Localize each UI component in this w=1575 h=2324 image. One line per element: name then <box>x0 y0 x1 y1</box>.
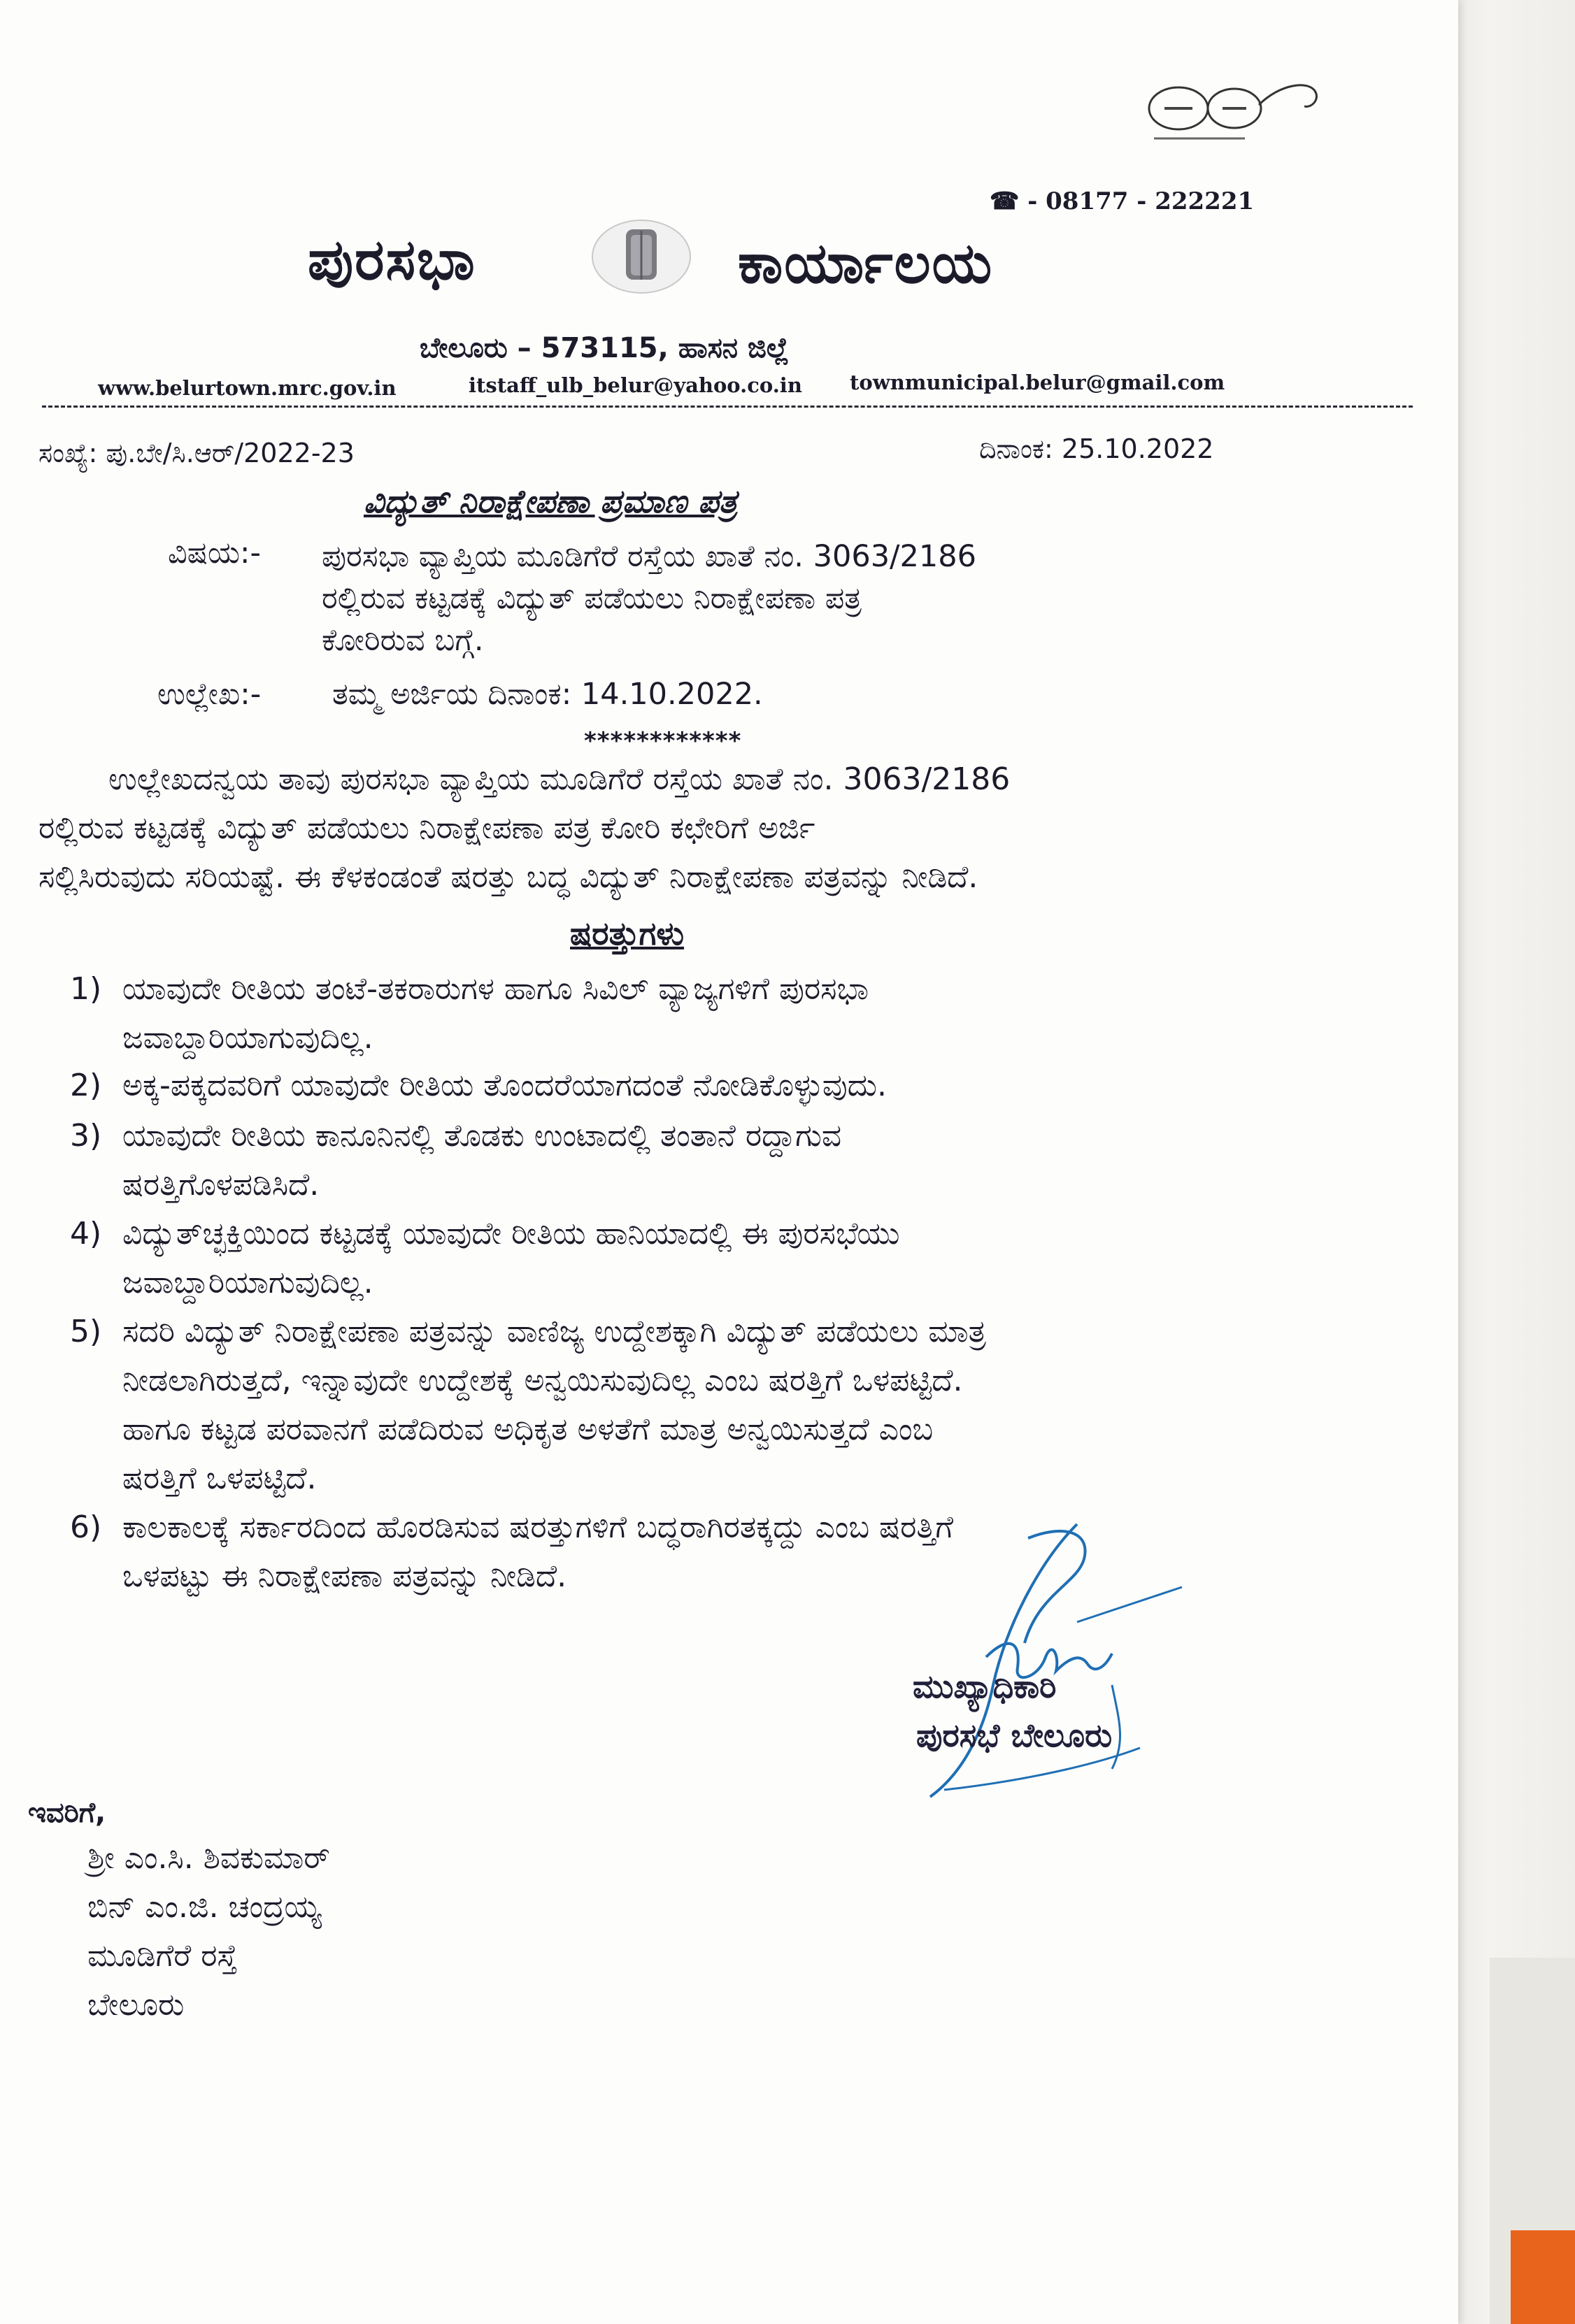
body-line: ಉಲ್ಲೇಖದನ್ವಯ ತಾವು ಪುರಸಭಾ ವ್ಯಾಪ್ತಿಯ ಮೂಡಿಗೆರೆ ರಸ್ತೆಯ ಖಾತೆ ನಂ. 3063/2186 <box>108 761 1011 797</box>
condition-number: 1) <box>70 971 102 1007</box>
office-address: ಬೇಲೂರು – 573115, ಹಾಸನ ಜಿಲ್ಲೆ <box>420 332 790 364</box>
signatory-office: ಪುರಸಭೆ ಬೇಲೂರು <box>916 1716 1113 1754</box>
condition-line: ಜವಾಬ್ದಾರಿಯಾಗುವುದಿಲ್ಲ. <box>122 1020 373 1056</box>
letterhead-title-right: ಕಾರ್ಯಾಲಯ <box>738 231 994 296</box>
email-link-1[interactable]: itstaff_ulb_belur@yahoo.co.in <box>469 373 802 397</box>
reference-text: ತಮ್ಮ ಅರ್ಜಿಯ ದಿನಾಂಕ: 14.10.2022. <box>332 677 763 712</box>
subject-line: ಕೋರಿರುವ ಬಗ್ಗೆ. <box>322 623 484 658</box>
condition-line: ಜವಾಬ್ದಾರಿಯಾಗುವುದಿಲ್ಲ. <box>122 1265 373 1300</box>
letterhead-divider <box>42 406 1413 408</box>
email-link-2[interactable]: townmunicipal.belur@gmail.com <box>850 371 1225 394</box>
letterhead-title-left: ಪುರಸಭಾ <box>308 227 476 292</box>
certificate-heading: ವಿದ್ಯುತ್ ನಿರಾಕ್ಷೇಪಣಾ ಪ್ರಮಾಣ ಪತ್ರ <box>364 482 738 520</box>
addressee-label: ಇವರಿಗೆ, <box>28 1797 106 1829</box>
phone-number: ☎ - 08177 - 222221 <box>990 187 1255 215</box>
addressee-line: ಶ್ರೀ ಎಂ.ಸಿ. ಶಿವಕುಮಾರ್ <box>87 1840 330 1876</box>
subject-label: ವಿಷಯ:- <box>168 536 262 571</box>
condition-line: ಷರತ್ತಿಗೆ ಒಳಪಟ್ಟಿದೆ. <box>122 1461 317 1496</box>
condition-line: ಒಳಪಟ್ಟು ಈ ನಿರಾಕ್ಷೇಪಣಾ ಪತ್ರವನ್ನು ನೀಡಿದೆ. <box>122 1558 567 1594</box>
condition-line: ಕಾಲಕಾಲಕ್ಕೆ ಸರ್ಕಾರದಿಂದ ಹೊರಡಿಸುವ ಷರತ್ತುಗಳಿಗೆ ಬದ್ಧರಾಗಿರತಕ್ಕದ್ದು ಎಂಬ ಷರತ್ತಿಗೆ <box>122 1509 953 1545</box>
condition-line: ಯಾವುದೇ ರೀತಿಯ ತಂಟೆ-ತಕರಾರುಗಳ ಹಾಗೂ ಸಿವಿಲ್ ವ್ಯಾಜ್ಯಗಳಿಗೆ ಪುರಸಭಾ <box>122 971 869 1007</box>
condition-number: 5) <box>70 1314 102 1349</box>
government-logo-icon <box>1140 77 1322 147</box>
conditions-heading: ಷರತ್ತುಗಳು <box>570 914 685 952</box>
addressee-line: ಮೂಡಿಗೆರೆ ರಸ್ತೆ <box>87 1938 238 1974</box>
condition-line: ಹಾಗೂ ಕಟ್ಟಡ ಪರವಾನಗೆ ಪಡೆದಿರುವ ಅಧಿಕೃತ ಅಳತೆಗೆ ಮಾತ್ರ ಅನ್ವಯಿಸುತ್ತದೆ ಎಂಬ <box>122 1412 934 1447</box>
orange-folder-corner <box>1511 2230 1575 2324</box>
subject-line: ಪುರಸಭಾ ವ್ಯಾಪ್ತಿಯ ಮೂಡಿಗೆರೆ ರಸ್ತೆಯ ಖಾತೆ ನಂ. 3063/2186 <box>322 539 976 574</box>
condition-line: ಯಾವುದೇ ರೀತಿಯ ಕಾನೂನಿನಲ್ಲಿ ತೊಡಕು ಉಂಟಾದಲ್ಲಿ ತಂತಾನೆ ರದ್ದಾಗುವ <box>122 1118 842 1154</box>
emblem-icon <box>587 217 696 297</box>
signatory-title: ಮುಖ್ಯಾಧಿಕಾರಿ <box>913 1667 1057 1705</box>
subject-text <box>322 536 1133 661</box>
condition-line: ಷರತ್ತಿಗೊಳಪಡಿಸಿದೆ. <box>122 1167 320 1203</box>
condition-number: 3) <box>70 1118 102 1154</box>
website-link[interactable]: www.belurtown.mrc.gov.in <box>98 376 397 400</box>
separator-stars: ************ <box>584 727 742 755</box>
reference-number: ಸಂಖ್ಯೆ: ಪು.ಬೇ/ಸಿ.ಆರ್/2022-23 <box>38 438 355 468</box>
condition-line: ವಿದ್ಯುತ್‌ಚ್ಛಕ್ತಿಯಿಂದ ಕಟ್ಟಡಕ್ಕೆ ಯಾವುದೇ ರೀತಿಯ ಹಾನಿಯಾದಲ್ಲಿ ಈ ಪುರಸಭೆಯು <box>122 1216 900 1251</box>
reference-label: ಉಲ್ಲೇಖ:- <box>157 677 262 712</box>
letter-date: ದಿನಾಂಕ: 25.10.2022 <box>979 433 1214 464</box>
body-paragraph <box>38 755 1262 902</box>
condition-line: ಅಕ್ಕ-ಪಕ್ಕದವರಿಗೆ ಯಾವುದೇ ರೀತಿಯ ತೊಂದರೆಯಾಗದಂತೆ ನೋಡಿಕೊಳ್ಳುವುದು. <box>122 1068 887 1103</box>
condition-line: ಸದರಿ ವಿದ್ಯುತ್ ನಿರಾಕ್ಷೇಪಣಾ ಪತ್ರವನ್ನು ವಾಣಿಜ್ಯ ಉದ್ದೇಶಕ್ಕಾಗಿ ವಿದ್ಯುತ್ ಪಡೆಯಲು ಮಾತ್ರ <box>122 1314 986 1349</box>
condition-number: 6) <box>70 1509 102 1545</box>
addressee-line: ಬಿನ್ ಎಂ.ಜಿ. ಚಂದ್ರಯ್ಯ <box>87 1889 322 1925</box>
addressee-line: ಬೇಲೂರು <box>87 1987 185 2023</box>
condition-line: ನೀಡಲಾಗಿರುತ್ತದೆ, ಇನ್ನಾವುದೇ ಉದ್ದೇಶಕ್ಕೆ ಅನ್ವಯಿಸುವುದಿಲ್ಲ ಎಂಬ ಷರತ್ತಿಗೆ ಒಳಪಟ್ಟಿದೆ. <box>122 1363 963 1398</box>
condition-number: 4) <box>70 1216 102 1251</box>
body-line: ಸಲ್ಲಿಸಿರುವುದು ಸರಿಯಷ್ಟೆ. ಈ ಕೆಳಕಂಡಂತೆ ಷರತ್ತು ಬದ್ಧ ವಿದ್ಯುತ್ ನಿರಾಕ್ಷೇಪಣಾ ಪತ್ರವನ್ನು ನೀಡಿದೆ. <box>38 859 978 895</box>
signature-icon <box>902 1517 1196 1811</box>
condition-number: 2) <box>70 1068 102 1103</box>
body-line: ರಲ್ಲಿರುವ ಕಟ್ಟಡಕ್ಕೆ ವಿದ್ಯುತ್ ಪಡೆಯಲು ನಿರಾಕ್ಷೇಪಣಾ ಪತ್ರ ಕೋರಿ ಕಛೇರಿಗೆ ಅರ್ಜಿ <box>38 810 815 846</box>
subject-line: ರಲ್ಲಿರುವ ಕಟ್ಟಡಕ್ಕೆ ವಿದ್ಯುತ್ ಪಡೆಯಲು ನಿರಾಕ್ಷೇಪಣಾ ಪತ್ರ <box>322 581 862 616</box>
